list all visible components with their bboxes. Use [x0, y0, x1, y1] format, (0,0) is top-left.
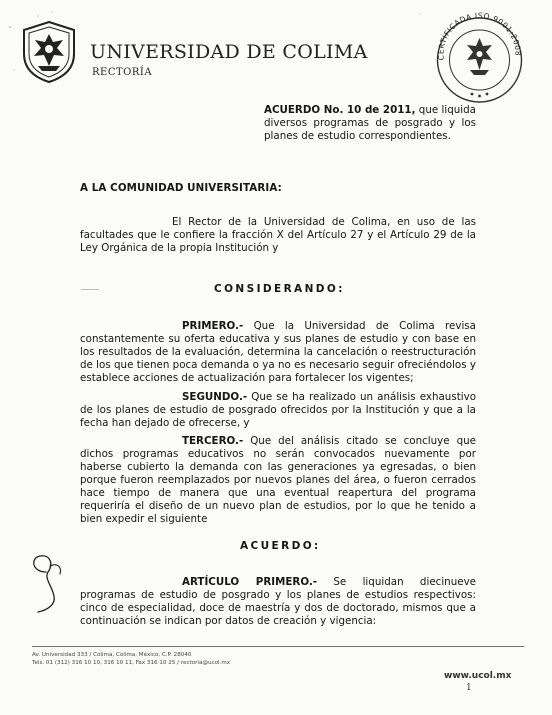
- considerando-tercero: [80, 435, 476, 526]
- agreement-number: ACUERDO No. 10 de 2011,: [264, 104, 416, 116]
- footer-divider: [32, 646, 524, 647]
- university-name: UNIVERSIDAD DE COLIMA: [90, 41, 368, 63]
- segundo-label: SEGUNDO.-: [182, 391, 248, 403]
- pen-mark: [81, 289, 99, 290]
- considerando-primero: [80, 320, 476, 385]
- segundo-text: Que se ha realizado un análisis exhaustivo de los planes de estudio de posgrado ofrecidos por la Institución y que a la fecha han dejado de ofrecerse, y: [80, 391, 476, 429]
- primero-label: PRIMERO.-: [182, 320, 244, 332]
- articulo-primero: [80, 576, 476, 628]
- footer-address-block: [32, 651, 230, 667]
- considerando-heading: CONSIDERANDO:: [214, 283, 345, 295]
- agreement-description: que liquida diversos programas de posgrado y los planes de estudio correspondientes.: [264, 104, 476, 142]
- footer-address: Av. Universidad 333 / Colima, Colima, México, C.P. 28040: [32, 652, 192, 658]
- footer-phones: Tels. 01 (312) 316 10 10, 316 10 11, Fax 316 10 25 / rectoria@ucol.mx: [32, 660, 231, 666]
- seal-text: CERTIFICADA ISO 9001:2008: [436, 10, 523, 61]
- iso-certification-seal: [432, 10, 527, 105]
- tercero-label: TERCERO.-: [182, 435, 244, 447]
- articulo-text: Se liquidan diecinueve programas de estudio de posgrado y los planes de estudios respectivos: cinco de especialidad, doce de maestría y dos de doctorado, mismos que a continuación se indican por datos de creación y vigencia:: [80, 576, 476, 627]
- intro-paragraph: [80, 216, 476, 255]
- footer-website: www.ucol.mx: [444, 671, 512, 681]
- department-name: RECTORÍA: [92, 67, 153, 78]
- acuerdo-heading: ACUERDO:: [240, 540, 321, 552]
- considerando-segundo: [80, 391, 476, 430]
- salutation: A LA COMUNIDAD UNIVERSITARIA:: [80, 182, 282, 194]
- tercero-text: Que del análisis citado se concluye que dichos programas educativos no serán convocados nuevamente por haberse cubierto la demanda con las generaciones ya egresadas, o bien porque fueron reemplazados por nuevos planes del área, o fueron cerrados hace tiempo de manera que una eventual reapertura del programa requeriría el diseño de un nuevo plan de estudios, por lo que he tenido a bien expedir el siguiente: [80, 435, 476, 525]
- page-number: 1: [466, 683, 472, 693]
- articulo-label: ARTÍCULO PRIMERO.-: [182, 576, 318, 588]
- agreement-title: [264, 104, 476, 143]
- university-logo: [20, 20, 78, 84]
- intro-text: El Rector de la Universidad de Colima, en uso de las facultades que le confiere la fracción X del Artículo 27 y el Artículo 29 de la Ley Orgánica de la propia Institución y: [80, 216, 476, 254]
- handwritten-mark: [24, 552, 68, 614]
- primero-text: Que la Universidad de Colima revisa constantemente su oferta educativa y sus planes de estudio y con base en los resultados de la evaluación, determina la cancelación o reestructuración de los que tienen poca demanda o ya no es necesario seguir ofreciéndolos y establece acciones de actualización para fortalecer los vigentes;: [80, 320, 476, 384]
